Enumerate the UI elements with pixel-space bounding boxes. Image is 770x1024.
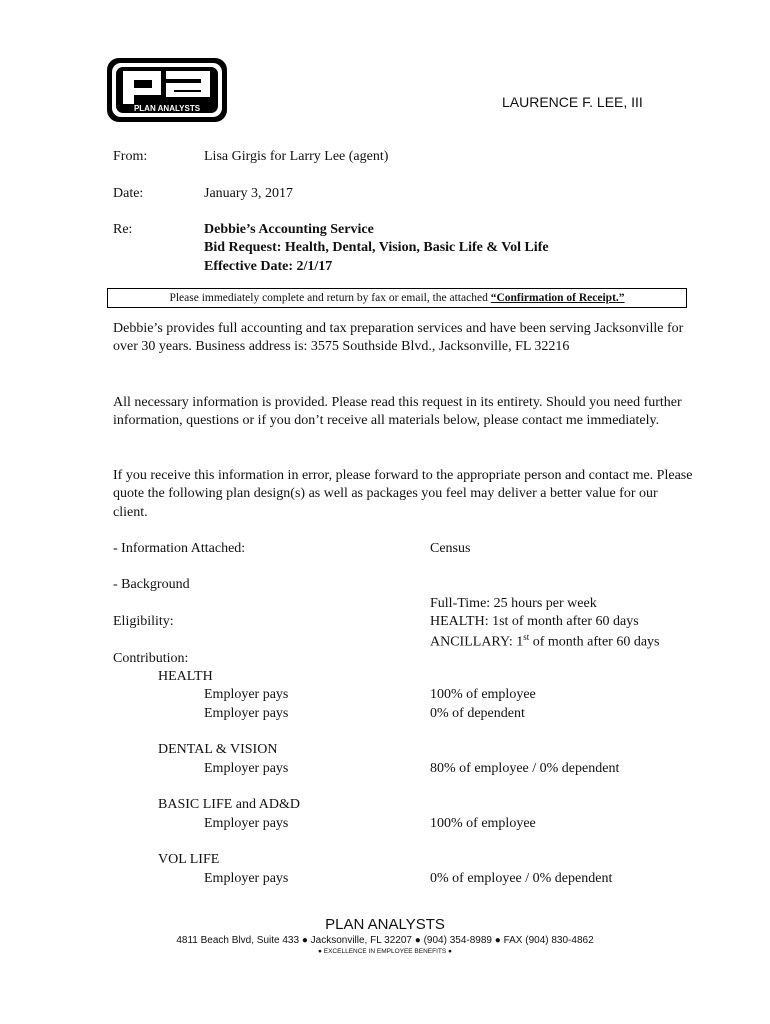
background-label: - Background <box>113 577 190 592</box>
basic-life-row-value: 100% of employee <box>430 816 536 831</box>
eligibility-fulltime: Full-Time: 25 hours per week <box>430 596 597 611</box>
dental-row-value: 80% of employee / 0% dependent <box>430 761 620 776</box>
eligibility-label: Eligibility: <box>113 614 174 629</box>
notice-emphasis: “Confirmation of Receipt.” <box>490 292 625 304</box>
info-value: Census <box>430 541 471 556</box>
notice-text: Please immediately complete and return by fax or email, the attached <box>169 292 491 304</box>
health-row-1-label: Employer pays <box>204 687 289 702</box>
from-label: From: <box>113 149 148 164</box>
footer-tagline: ● EXCELLENCE IN EMPLOYEE BENEFITS ● <box>318 948 452 955</box>
from-value: Lisa Girgis for Larry Lee (agent) <box>204 149 389 164</box>
eligibility-ancillary <box>430 632 659 651</box>
re-line-1: Debbie’s Accounting Service <box>204 222 374 237</box>
basic-life-row-label: Employer pays <box>204 816 289 831</box>
health-row-2-value: 0% of dependent <box>430 706 525 721</box>
date-value: January 3, 2017 <box>204 186 294 201</box>
re-label: Re: <box>113 222 133 237</box>
footer-title: PLAN ANALYSTS <box>325 916 445 933</box>
eligibility-health: HEALTH: 1st of month after 60 days <box>430 614 639 629</box>
contribution-label: Contribution: <box>113 651 189 666</box>
ancillary-sup: st <box>523 632 530 642</box>
paragraph-business: Debbie’s provides full accounting and tax preparation services and have been serving Jacksonville for over 30 years. Business address is: 3575 Southside Blvd., Jacksonville, FL 32216 <box>113 321 684 355</box>
re-line-2: Bid Request: Health, Dental, Vision, Basic Life & Vol Life <box>204 240 549 255</box>
vol-life-row-label: Employer pays <box>204 871 289 886</box>
re-line-3: Effective Date: 2/1/17 <box>204 259 333 274</box>
health-row-2-label: Employer pays <box>204 706 289 721</box>
ancillary-post: of month after 60 days <box>529 634 660 650</box>
notice-box <box>107 288 687 308</box>
author-name: LAURENCE F. LEE, III <box>502 94 643 110</box>
ancillary-pre: ANCILLARY: 1 <box>430 634 524 650</box>
logo-name: PLAN ANALYSTS <box>133 104 201 113</box>
paragraph-instructions: All necessary information is provided. Please read this request in its entirety. Should you need further information, questions or if you don’t receive all materials below, please contact me immediately. <box>113 395 682 429</box>
dental-label: DENTAL & VISION <box>158 742 278 757</box>
info-label: - Information Attached: <box>113 541 246 556</box>
basic-life-label: BASIC LIFE and AD&D <box>158 797 300 812</box>
paragraph-error: If you receive this information in error, please forward to the appropriate person and contact me. Please quote the following plan design(s) as well as packages you feel may deliver a better value for our client. <box>113 468 693 520</box>
vol-life-row-value: 0% of employee / 0% dependent <box>430 871 613 886</box>
vol-life-label: VOL LIFE <box>158 852 220 867</box>
footer-address: 4811 Beach Blvd, Suite 433 ● Jacksonville, FL 32207 ● (904) 354-8989 ● FAX (904) 830-4862 <box>176 935 594 946</box>
plan-analysts-logo <box>106 57 228 123</box>
dental-row-label: Employer pays <box>204 761 289 776</box>
health-row-1-value: 100% of employee <box>430 687 536 702</box>
date-label: Date: <box>113 186 144 201</box>
health-label: HEALTH <box>158 669 213 684</box>
